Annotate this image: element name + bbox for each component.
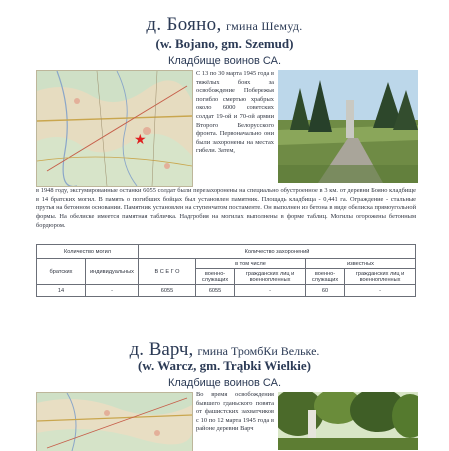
burials-table <box>36 244 416 297</box>
header-graves: Количество могил <box>37 245 139 259</box>
section2-photo-graphic <box>278 392 418 450</box>
section1-title-main: д. Бояно, <box>146 14 222 35</box>
section2-map-graphic <box>37 393 192 451</box>
value-civilians-2: - <box>345 285 416 297</box>
section1-title-sub: гмина Шемуд. <box>226 19 303 33</box>
section2-side-text: Во время освобождения бывшего гданьского повята от фашистских захватчиков с 10 по 12 марта 1945 года в районе деревни Варч <box>196 391 274 433</box>
section1-map-graphic <box>37 71 192 186</box>
section1-title <box>0 14 449 36</box>
value-military-2: 60 <box>305 285 344 297</box>
header-burials: Количество захоронений <box>139 245 416 259</box>
value-total: 6055 <box>139 285 196 297</box>
section1-side-text: С 13 по 30 марта 1945 года в тяжёлых боях за освобождение Побережья погибло смертью храбрых около 6000 советских солдат 19-ой и 70-ой армии Второго Белорусского фронта. Первоначально они были захоронены на местах гибели. Затем, <box>196 70 274 155</box>
section1-photo-graphic <box>278 70 418 183</box>
header-total: В С Е Г О <box>139 259 196 285</box>
header-known: известных <box>305 259 415 269</box>
section2-title-main: д. Варч, <box>129 339 194 360</box>
header-individual-graves: индивидуальных <box>86 259 139 285</box>
section2-title-sub: гмина ТромбКи Вельке. <box>197 344 320 358</box>
value-individual-graves: - <box>86 285 139 297</box>
header-including: в том числе <box>196 259 306 269</box>
section2-subtitle: (w. Warcz, gm. Trąbki Wielkie) <box>138 358 311 373</box>
section2-photo <box>278 392 418 450</box>
header-military-1: военно-служащих <box>196 269 235 285</box>
map-marker-icon: ★ <box>134 132 147 148</box>
header-civilians-1: гражданских лиц и военнопленных <box>235 269 306 285</box>
section1-full-text: в 1948 году, эксгумированные останки 6055 солдат были перезахоронены на специально обустроенное в 3 км. от деревни Бояно кладбище в 14 братских могил. В память о погибших бойцах был установлен памятник. Площадь кладбища - 0,441 га. Ограждение - стальные прутья на бетонном основании. Памятник установлен на ступенчатом постаменте. Он выполнен из бетона в виде обелиска прямоугольной формы. На обелиске имеется памятная табличка. Надгробия на могилах выполнены в форме таблиц. Могилы огорожены бетонным бордюром. <box>36 187 416 229</box>
section1-photo <box>278 70 418 183</box>
header-civilians-2: гражданских лиц и военнопленных <box>345 269 416 285</box>
value-military-1: 6055 <box>196 285 235 297</box>
header-mass-graves: братских <box>37 259 86 285</box>
section2-cemetery-label: Кладбище воинов СА. <box>167 377 282 389</box>
table-row <box>37 285 416 297</box>
section1-map <box>36 70 193 187</box>
value-civilians-1: - <box>235 285 306 297</box>
section1-subtitle: (w. Bojano, gm. Szemud) <box>155 36 294 51</box>
section1-cemetery-label: Кладбище воинов СА. <box>167 55 282 67</box>
header-military-2: военно-служащих <box>305 269 344 285</box>
value-mass-graves: 14 <box>37 285 86 297</box>
section2-map <box>36 392 193 451</box>
